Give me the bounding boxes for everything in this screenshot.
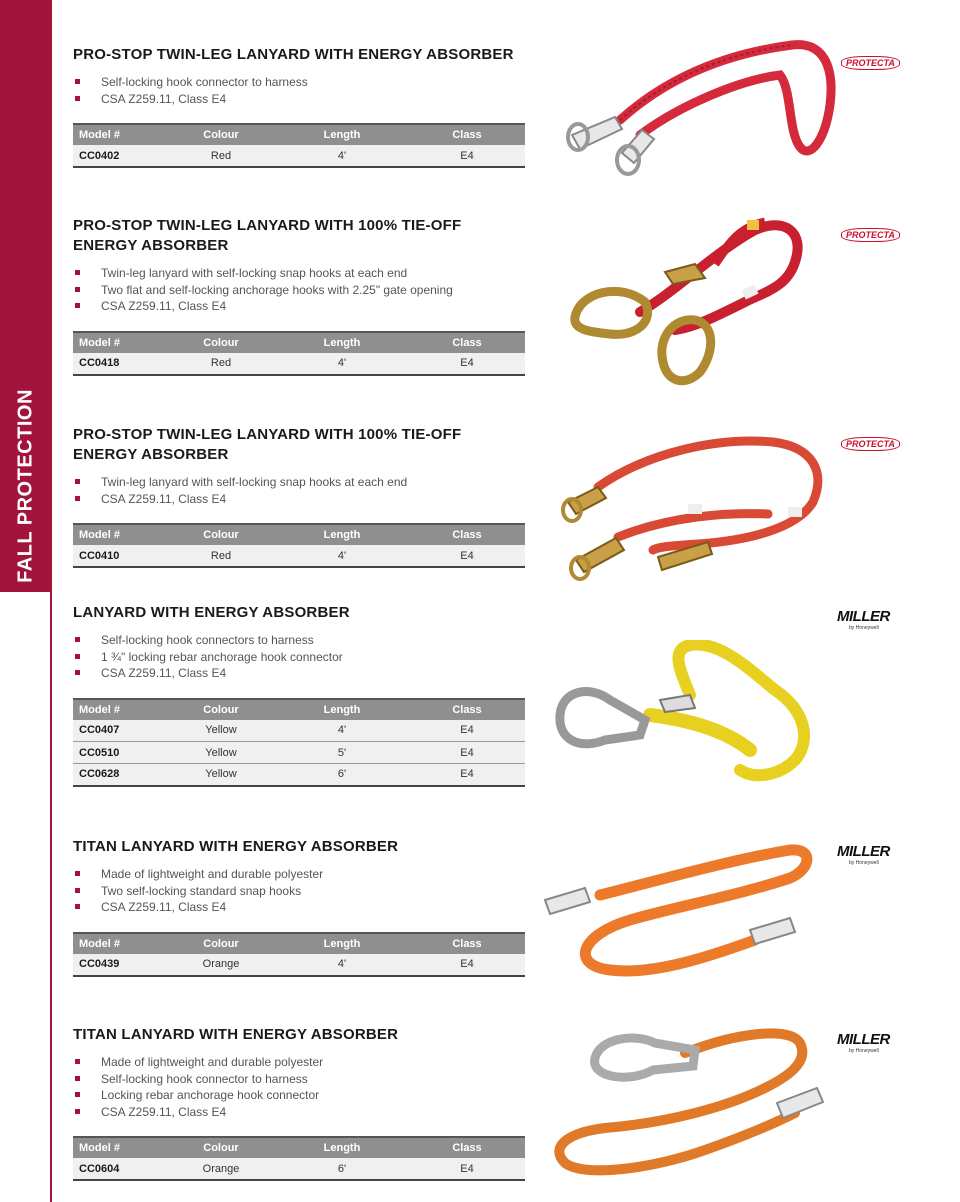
feature-item: Twin-leg lanyard with self-locking snap hooks at each end xyxy=(73,474,525,491)
table-row xyxy=(73,720,525,742)
feature-item: CSA Z259.11, Class E4 xyxy=(73,899,525,916)
product-block xyxy=(73,837,525,977)
col-header-colour: Colour xyxy=(167,933,275,954)
model-cell: CC0407 xyxy=(73,720,167,742)
product-block xyxy=(73,1025,525,1181)
product-title: TITAN LANYARD WITH ENERGY ABSORBER xyxy=(73,1026,399,1043)
spec-table xyxy=(73,932,525,977)
feature-list xyxy=(73,632,525,682)
col-header-class: Class xyxy=(409,124,525,145)
protecta-logo: PROTECTA xyxy=(841,224,893,246)
title-line: PRO-STOP TWIN-LEG LANYARD WITH 100% TIE-OFF xyxy=(73,217,462,234)
class-cell: E4 xyxy=(409,954,525,976)
model-cell: CC0604 xyxy=(73,1158,167,1180)
title-line: ENERGY ABSORBER xyxy=(73,237,229,254)
length-cell: 5' xyxy=(275,742,409,764)
length-cell: 4' xyxy=(275,954,409,976)
miller-logo: MILLER by Honeywell xyxy=(837,608,890,631)
feature-list xyxy=(73,1054,525,1120)
protecta-logo: PROTECTA xyxy=(841,52,893,74)
class-cell: E4 xyxy=(409,742,525,764)
col-header-class: Class xyxy=(409,524,525,545)
table-header-row xyxy=(73,332,525,353)
table-header-row xyxy=(73,699,525,720)
colour-cell: Red xyxy=(167,545,275,567)
feature-list xyxy=(73,866,525,916)
spec-table xyxy=(73,698,525,787)
feature-list xyxy=(73,74,525,107)
feature-item: CSA Z259.11, Class E4 xyxy=(73,491,525,508)
table-header-row xyxy=(73,933,525,954)
length-cell: 4' xyxy=(275,145,409,167)
feature-item: 1 ¾" locking rebar anchorage hook connector xyxy=(73,649,525,666)
model-cell: CC0510 xyxy=(73,742,167,764)
class-cell: E4 xyxy=(409,145,525,167)
sidebar-rule xyxy=(50,592,52,1202)
colour-cell: Yellow xyxy=(167,742,275,764)
length-cell: 4' xyxy=(275,353,409,375)
colour-cell: Red xyxy=(167,353,275,375)
col-header-class: Class xyxy=(409,699,525,720)
table-header-row xyxy=(73,1137,525,1158)
col-header-length: Length xyxy=(275,1137,409,1158)
feature-item: Two flat and self-locking anchorage hooks with 2.25" gate opening xyxy=(73,282,525,299)
table-row xyxy=(73,353,525,375)
product-title: TITAN LANYARD WITH ENERGY ABSORBER xyxy=(73,838,399,855)
lanyard-photo-red-snap-hooks xyxy=(558,432,828,587)
product-block xyxy=(73,45,525,168)
length-cell: 6' xyxy=(275,1158,409,1180)
class-cell: E4 xyxy=(409,353,525,375)
feature-item: CSA Z259.11, Class E4 xyxy=(73,665,525,682)
product-block xyxy=(73,216,525,376)
feature-item: Locking rebar anchorage hook connector xyxy=(73,1087,525,1104)
class-cell: E4 xyxy=(409,545,525,567)
spec-table xyxy=(73,1136,525,1181)
model-cell: CC0402 xyxy=(73,145,167,167)
miller-logo: MILLER by Honeywell xyxy=(837,1031,890,1054)
col-header-length: Length xyxy=(275,933,409,954)
product-block xyxy=(73,425,525,568)
title-line: PRO-STOP TWIN-LEG LANYARD WITH 100% TIE-OFF xyxy=(73,426,462,443)
col-header-length: Length xyxy=(275,332,409,353)
spec-table xyxy=(73,123,525,168)
col-header-length: Length xyxy=(275,124,409,145)
sidebar xyxy=(0,0,52,1202)
length-cell: 6' xyxy=(275,764,409,786)
col-header-model: Model # xyxy=(73,524,167,545)
table-row xyxy=(73,545,525,567)
col-header-model: Model # xyxy=(73,332,167,353)
feature-item: Self-locking hook connector to harness xyxy=(73,1071,525,1088)
miller-logo: MILLER by Honeywell xyxy=(837,843,890,866)
table-row xyxy=(73,764,525,786)
product-title xyxy=(73,216,525,256)
protecta-logo: PROTECTA xyxy=(841,433,893,455)
col-header-model: Model # xyxy=(73,933,167,954)
table-header-row xyxy=(73,124,525,145)
length-cell: 4' xyxy=(275,720,409,742)
spec-table xyxy=(73,331,525,376)
class-cell: E4 xyxy=(409,764,525,786)
col-header-class: Class xyxy=(409,332,525,353)
model-cell: CC0628 xyxy=(73,764,167,786)
lanyard-photo-yellow xyxy=(550,640,825,785)
col-header-class: Class xyxy=(409,1137,525,1158)
lanyard-photo-red-twin-leg xyxy=(560,35,840,185)
feature-item: Made of lightweight and durable polyester xyxy=(73,1054,525,1071)
feature-list xyxy=(73,265,525,315)
lanyard-photo-orange-titan xyxy=(540,840,820,985)
table-row xyxy=(73,954,525,976)
class-cell: E4 xyxy=(409,1158,525,1180)
class-cell: E4 xyxy=(409,720,525,742)
feature-item: Made of lightweight and durable polyester xyxy=(73,866,525,883)
feature-item: Self-locking hook connector to harness xyxy=(73,74,525,91)
colour-cell: Orange xyxy=(167,1158,275,1180)
product-title: LANYARD WITH ENERGY ABSORBER xyxy=(73,604,350,621)
col-header-model: Model # xyxy=(73,124,167,145)
colour-cell: Yellow xyxy=(167,764,275,786)
title-line: ENERGY ABSORBER xyxy=(73,446,229,463)
colour-cell: Red xyxy=(167,145,275,167)
table-row xyxy=(73,145,525,167)
lanyard-photo-orange-rebar xyxy=(545,1028,830,1178)
col-header-colour: Colour xyxy=(167,124,275,145)
colour-cell: Yellow xyxy=(167,720,275,742)
col-header-length: Length xyxy=(275,699,409,720)
length-cell: 4' xyxy=(275,545,409,567)
colour-cell: Orange xyxy=(167,954,275,976)
table-row xyxy=(73,1158,525,1180)
model-cell: CC0418 xyxy=(73,353,167,375)
feature-item: CSA Z259.11, Class E4 xyxy=(73,1104,525,1121)
spec-table xyxy=(73,523,525,568)
col-header-model: Model # xyxy=(73,699,167,720)
section-label: FALL PROTECTION xyxy=(14,389,37,583)
model-cell: CC0410 xyxy=(73,545,167,567)
feature-item: CSA Z259.11, Class E4 xyxy=(73,298,525,315)
col-header-colour: Colour xyxy=(167,332,275,353)
lanyard-photo-red-tie-off xyxy=(565,212,835,390)
product-title xyxy=(73,425,525,465)
col-header-model: Model # xyxy=(73,1137,167,1158)
feature-item: Twin-leg lanyard with self-locking snap hooks at each end xyxy=(73,265,525,282)
table-header-row xyxy=(73,524,525,545)
col-header-length: Length xyxy=(275,524,409,545)
feature-list xyxy=(73,474,525,507)
feature-item: CSA Z259.11, Class E4 xyxy=(73,91,525,108)
model-cell: CC0439 xyxy=(73,954,167,976)
product-block xyxy=(73,603,525,787)
col-header-class: Class xyxy=(409,933,525,954)
feature-item: Two self-locking standard snap hooks xyxy=(73,883,525,900)
col-header-colour: Colour xyxy=(167,1137,275,1158)
col-header-colour: Colour xyxy=(167,524,275,545)
product-title: PRO-STOP TWIN-LEG LANYARD WITH ENERGY ABSORBER xyxy=(73,46,514,63)
col-header-colour: Colour xyxy=(167,699,275,720)
table-row xyxy=(73,742,525,764)
feature-item: Self-locking hook connectors to harness xyxy=(73,632,525,649)
